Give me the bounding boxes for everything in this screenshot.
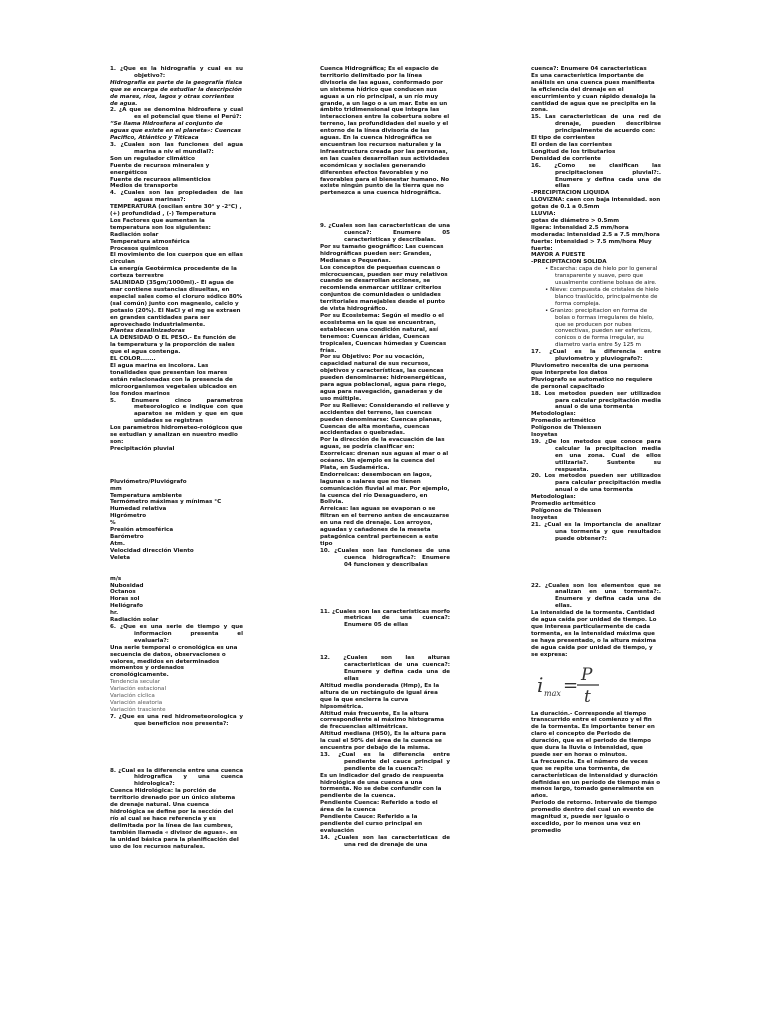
text-line: Promedio aritmético <box>531 418 596 425</box>
text-line: Promedio aritmético <box>531 501 596 508</box>
text-line: La frecuencia. Es el número de veces que se repite una tormenta, de características de intensidad y duración definidas en un período de tiempo más o menos largo, tomado generalmente en años. <box>531 758 661 800</box>
text-line: “Se llama Hidrosfera al conjunto de aguas que existe en el planeta»: Cuencas Pacifico, Atlántico y Titicaca <box>110 121 242 142</box>
text-line: Presión atmosférica <box>110 527 174 534</box>
text-line: Variación aleatoria <box>110 699 163 706</box>
text-line: Variación cíclica <box>110 693 155 700</box>
text-line: m/s <box>110 575 122 582</box>
text-line: Humedad relativa <box>110 506 167 513</box>
spacer <box>531 543 661 583</box>
column-middle <box>320 66 450 849</box>
text-line: • Escarcha: capa de hielo por lo general transparente y suave, pero que usualmente contiene bolsas de aire. <box>545 266 658 287</box>
text-line: El movimiento de los cuerpos que en ellas circulan <box>110 252 243 266</box>
text-line: Fuente de recursos alimenticios <box>110 176 211 183</box>
text-line: Por su Relieve: Considerando el relieve y accidentes del terreno, las cuencas pueden denominarse: Cuencas planas, Cuencas de alta montaña, cuencas accidentadas o quebradas. <box>320 402 450 437</box>
question-line: 12. ¿Cuales son las alturas caracteristicas de una cuenca?: Enumere y defina cada una de ellas <box>320 655 450 682</box>
question-line: 7. ¿Que es una red hidrometeorologica y que beneficios nos presenta?: <box>110 713 243 727</box>
question-line: 22. ¿Cuales son los elementos que se analizan en una tormenta?:. Enumere y defina cada una de ellas. <box>531 582 661 610</box>
text-line: Metodologias: <box>531 411 576 418</box>
spacer <box>320 569 450 609</box>
text-line: Densidad de corriente <box>531 155 601 162</box>
text-line: Por su tamaño geográfico: Las cuencas hidrográficas pueden ser: Grandes, Medianas o Pequeñas. <box>320 243 444 264</box>
question-line: 21. ¿Cual es la importancia de analizar una tormenta y que resultados puede obtener?: <box>531 521 661 542</box>
text-line: Los conceptos de pequeñas cuencas o microcuencas, pueden ser muy relativos cuando se desarrollan acciones, se recomienda enmarcar utilizar criterios conjuntos de comunidades o unidades territoriales manejables desde el punto de vista hidrográfico. <box>320 264 448 313</box>
question-line: 18. Los metodos pueden ser utilizados para calcular precipitación media anual o de una tormenta <box>531 390 661 411</box>
question-line: 6. ¿Que es una serie de tiempo y que informacion presenta el evaluarla?: <box>110 623 243 644</box>
spacer <box>110 562 243 576</box>
text-line: Pendiente Cuenca: Referido a todo el área de la cuenca <box>320 800 438 814</box>
text-line: El agua marina es incolora. Las tonalidades que presentan los mares están relacionadas con la presencia de microorganismos vegetales ubicados en los fondos marinos <box>110 362 237 397</box>
text-line: Por su Objetivo: Por su vocación, capacidad natural de sus recursos, objetivos y características, las cuencas pueden denominarse: hidroenergéticas, para agua poblacional, agua para riego, agua para navegación, ganaderas y de uso múltiple. <box>320 354 447 402</box>
text-line: Atm. <box>110 540 125 547</box>
question-line: 2. ¿A que se denomina hidrosfera y cual es el potencial que tiene el Perú?: <box>110 107 243 121</box>
text-line: Altitud media ponderada (Hmp), Es la altura de un rectángulo de igual área que la que encierra la curva hipsométrica. <box>320 682 440 710</box>
text-line: Los Factores que aumentan la temperatura son los siguientes: <box>110 217 211 231</box>
spacer <box>110 453 243 479</box>
text-line: Veleta <box>110 554 130 561</box>
text-line: MAYOR A FUESTE <box>531 252 586 259</box>
text-line: Isoyetas <box>531 432 558 439</box>
text-line: Pluviómetro/Pluviógrafo <box>110 478 187 485</box>
question-line: 9. ¿Cuales son las caracteristicas de una cuenca?: Enumere 05 caracteristicas y describalas. <box>320 223 450 244</box>
text-line: Son un regulador climático <box>110 155 196 162</box>
text-line: Plantas desalinizadoras <box>110 328 185 335</box>
text-line: fuerte: intensidad > 7.5 mm/hora Muy fuerte: <box>531 238 652 252</box>
question-line: 17. ¿Cual es la diferencia entre pluviometro y pluviografo?: <box>531 349 661 363</box>
text-line: Por la dirección de la evacuación de las aguas, se podría clasificar en: <box>320 437 445 451</box>
text-line: gotas de diámetro > 0.5mm <box>531 217 620 224</box>
text-line: La intensidad de la tormenta. Cantidad de agua caída por unidad de tiempo. Lo que interesa particularmente de cada tormenta, es la intensidad máxima que se haya presentado, o la altura máxima de agua caída por unidad de tiempo, y se expresa: <box>531 610 657 658</box>
text-line: La energía Geotérmica procedente de la corteza terrestre <box>110 266 237 280</box>
text-line: mm <box>110 485 122 492</box>
text-line: Radiación solar <box>110 617 159 624</box>
text-line: cuenca?: Enumere 04 caracteristicas <box>531 66 647 72</box>
text-line: Temperatura atmosférica <box>110 238 190 245</box>
text-line: El orden de las corrientes <box>531 141 612 148</box>
text-line: SALINIDAD (35gm/1000ml).- El agua de mar contiene sustancias disueltas, en especial sales como el cloruro sódico 80% (sal común) junto con magnesio, calcio y potasio (20%). El NaCl y el mg se extraen en grandes cantidades para ser aprovechado industrialmente. <box>110 280 243 328</box>
text-line: Variación estacional <box>110 686 167 693</box>
question-line: 15. Las caracteristicas de una red de drenaje, pueden describirse principalmente de acuerdo con: <box>531 114 661 135</box>
text-line: moderada: intensidad 2.5 a 7.5 mm/hora <box>531 231 660 238</box>
text-line: Radiación solar <box>110 231 159 238</box>
text-line: Por su Ecosistema: Según el medio o el ecosistema en la que se encuentran, establecen una condición natural, así tenemos: Cuencas áridas, Cuencas tropicales, Cuencas húmedas y Cuencas frías. <box>320 313 447 354</box>
formula-svg <box>533 665 617 705</box>
text-line: Altitud más frecuente, Es la altura correspondiente al máximo histograma de frecuencias altimétricas. <box>320 710 445 731</box>
text-line: Nubosidad <box>110 582 144 589</box>
text-line: Pendiente Cauce: Referido a la pendiente del curso principal en evaluación <box>320 814 423 834</box>
text-line: ligera: intensidad 2.5 mm/hora <box>531 224 629 231</box>
text-line: Arreicas: las aguas se evaporan o se filtran en el terreno antes de encauzarse en una red de drenaje. Los arroyos, aguadas y cañadones de la meseta patagónica central pertenecen a este tipo <box>320 506 450 547</box>
text-line: Pluviometro necesita de una persona que interprete los datos <box>531 362 649 376</box>
text-line: hr. <box>110 610 119 617</box>
question-line: 14. ¿Cuales son las caracteristicas de una red de drenaje de una <box>320 834 450 848</box>
text-line: Cuenca Hidrológica: la porción de territorio drenado por un único sistema de drenaje natural. Una cuenca hidrológica se define por la sección del río al cual se hace referencia y es delimitada por la línea de las cumbres, también llamada « divisor de aguas». es la unidad básica para la planificación del uso de los recursos naturales. <box>110 788 239 850</box>
spacer <box>320 197 450 223</box>
text-line: Tendencia secular <box>110 679 161 686</box>
text-line: Pluviografo se automatico no requiere de personal capacitado <box>531 376 653 390</box>
formula-equals: = <box>563 674 579 696</box>
text-line: LLUVIA: <box>531 211 556 218</box>
text-line: • Granizo: precipitacion en forma de bolas o formas irregulares de hielo, que se producen por nubes convectivas, pueden ser esfericos, conicos o de forma irregular, su diametro varia entre 5y 125 m <box>545 307 654 349</box>
text-line: EL COLOR....... <box>110 356 156 363</box>
text-line: LA DENSIDAD O EL PESO.- Es función de la temperatura y la proporción de sales que el agua contenga. <box>110 335 236 356</box>
text-line: Temperatura ambiente <box>110 492 182 499</box>
text-line: Longitud de los tributarios <box>531 148 616 155</box>
text-line: Cuenca Hidrográfica; Es el espacio de territorio delimitado por la línea divisoria de las aguas, conformado por un sistema hídrico que conducen sus aguas a un río principal, a un río muy grande, a un lago o a un mar. Este es un ámbito tridimensional que integra las interacciones entre la cobertura sobre el terreno, las profundidades del suelo y el entorno de la línea divisoria de las aguas. En la cuenca hidrográfica se encuentran los recursos naturales y la infraestructura creada por las personas, en las cuales desarrollan sus actividades económicas y sociales generando diferentes efectos favorables y no favorables para el bienestar humano. No existe ningún punto de la tierra que no pertenezca a una cuenca hidrográfica. <box>320 66 450 197</box>
formula-lhs: i <box>537 672 544 697</box>
text-line: Velocidad dirección Viento <box>110 547 194 554</box>
text-line: Fuente de recursos minerales y energéticos <box>110 162 210 176</box>
spacer <box>320 629 450 655</box>
text-line: TEMPERATURA (oscilan entre 30° y -2°C) , (+) profundidad , (-) Temperatura <box>110 204 242 218</box>
text-line: Termómetro máximas y mínimas °C <box>110 499 222 506</box>
text-line: Es una característica importante de análisis en una cuenca pues manifiesta la eficiencia del drenaje en el escurrimiento y cuan rápido desaloja la cantidad de agua que se precipita en la zona. <box>531 72 656 114</box>
question-line: 16. ¿Como se clasifican las precipitaciones pluvial?:. Enumere y defina cada una de ellas <box>531 162 661 190</box>
text-line: Periodo de retorno. Intervalo de tiempo promedio dentro del cual un evento de magnitud x, puede ser igualo o excedido, por lo menos una vez en promedio <box>531 800 657 834</box>
text-line: Es un indicador del grado de respuesta hidrológica de una cuenca a una tormenta. No se debe confundir con la pendiente de la cuenca. <box>320 772 444 800</box>
text-line: La duración.- Corresponde al tiempo transcurrido entre el comienzo y el fin de la tormenta. Es importante tener en claro el concepto de Periodo de duración, que es el periodo de tiempo que dura la lluvia o intensidad, que puede ser en horas o minutos. <box>531 710 655 758</box>
text-line: Exorreicas: drenan sus aguas al mar o al océano. Un ejemplo es la cuenca del Plata, en Sudamérica. <box>320 451 449 471</box>
text-line: Medios de transporte <box>110 183 178 190</box>
intensity-formula <box>533 665 617 705</box>
question-line: 4. ¿Cuales son las propiedades de las aguas marinas?: <box>110 190 243 204</box>
text-line: -PRECIPITACION SOLIDA <box>531 259 607 266</box>
question-line: 5. Enumere cinco parametros meteorologico e indique con que aparatos se miden y que en que unidades se registran <box>110 397 243 425</box>
text-line: Polígonos de Thiessen <box>531 508 602 514</box>
question-line: 11. ¿Cuales son las caracteristicas morfo metricas de una cuenca?: Enumere 05 de ellas <box>320 608 450 629</box>
question-line: 10. ¿Cuales son las funciones de una cuenca hidrografica?: Enumere 04 funciones y describalas <box>320 547 450 568</box>
question-line: 19. ¿De los metodos que conoce para calcular la precipitacion media en una zona. Cual de ellos utilizaria?. Sustente su respuesta. <box>531 438 661 473</box>
text-line: Horas sol <box>110 596 140 603</box>
text-line: Variación trasciente <box>110 706 166 713</box>
formula-denominator: t <box>584 686 591 705</box>
text-line: Metodologias: <box>531 494 576 501</box>
text-line: Procesos químicos <box>110 245 169 252</box>
text-line: Precipitación pluvial <box>110 445 175 452</box>
text-line: Octanos <box>110 589 136 596</box>
text-line: Una serie temporal o cronológica es una secuencia de datos, observaciones o valores, medidos en determinados momentos y ordenados cronológicamente. <box>110 644 238 679</box>
text-line: Isoyetas <box>531 514 558 521</box>
question-line: 8. ¿Cual es la diferencia entre una cuenca hidrografica y una cuenca hidrologica?: <box>110 767 243 788</box>
question-line: 3. ¿Cuales son las funciones del agua marina a niv el mundial?: <box>110 141 243 155</box>
spacer <box>110 728 243 768</box>
column-left <box>110 66 243 850</box>
text-line: Heliógrafo <box>110 603 143 610</box>
text-line: Los parametros hidrometeo-rológicos que se estudian y analizan en nuestro medio son: <box>110 425 243 445</box>
text-line: -PRECIPITACION LIQUIDA <box>531 190 610 197</box>
text-line: Barómetro <box>110 534 144 540</box>
text-line: Hidrografía es parte de la geografía física que se encarga de estudiar la descripción de mares, ríos, lagos y otras corrientes de agua. <box>110 79 243 107</box>
formula-numerator: P <box>581 664 593 685</box>
column-right <box>531 66 661 835</box>
formula-subscript: max <box>544 688 561 698</box>
text-line: Endorreicas: desembocan en lagos, lagunas o salares que no tienen comunicación fluvial al mar. Por ejemplo, la cuenca del río Desaguadero, en Bolivia. <box>320 471 450 506</box>
question-line: 20. Los metodos pueden ser utilizados para calcular precipitación media anual o de una tormenta <box>531 473 661 494</box>
text-line: • Nieve: compuesta de cristales de hielo blanco traslúcido, principalmente de forma compleja. <box>545 287 659 307</box>
text-line: Altitud mediana (H50), Es la altura para la cual el 50% del área de la cuenca se encuentra por debajo de la misma. <box>320 731 446 752</box>
question-line: 1. ¿Que es la hidrografía y cual es su objetivo?: <box>110 66 243 79</box>
text-line: LLOVIZNA: caen con baja intensidad. son gotas de 0.1 a 0.5mm <box>531 197 661 211</box>
text-line: Higrómetro <box>110 513 147 520</box>
text-line: Polígonos de Thiessen <box>531 425 602 432</box>
text-line: % <box>110 520 116 527</box>
text-line: El tipo de corrientes <box>531 135 595 142</box>
question-line: 13. ¿Cual es la diferencia entre pendiente del cauce principal y pendiente de la cuenca?: <box>320 751 450 772</box>
